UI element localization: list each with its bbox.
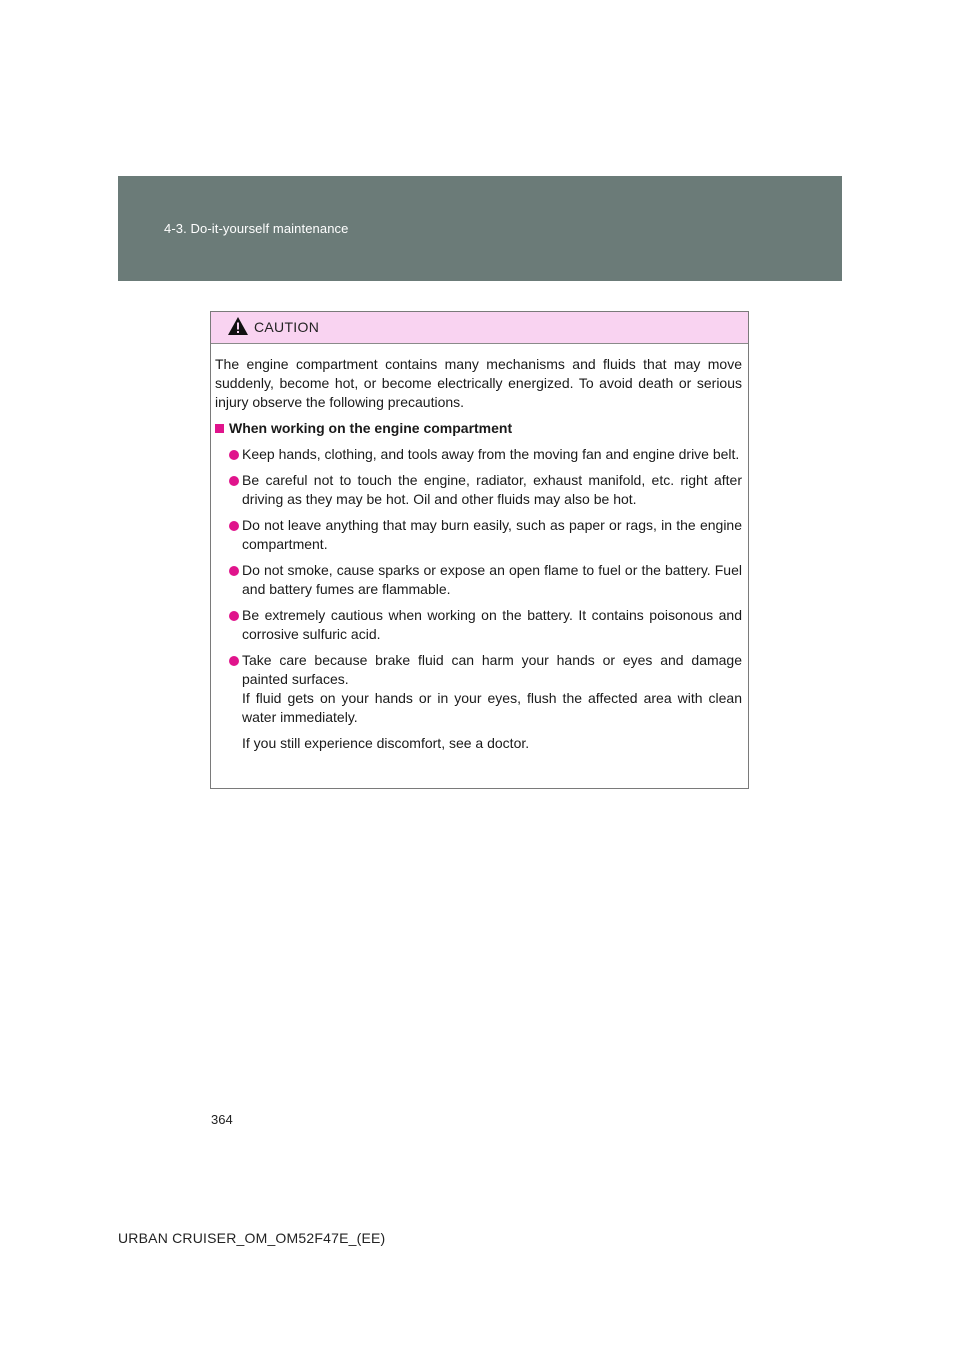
list-item-text: Keep hands, clothing, and tools away from the moving fan and engine drive belt. [242,446,740,462]
caution-body [211,344,748,753]
caution-label: CAUTION [254,319,320,335]
list-item-text: Take care because brake fluid can harm your hands or eyes and damage painted surfaces. [242,652,742,687]
bullet-dot-icon [229,566,239,576]
page-number: 364 [211,1112,233,1127]
list-item [215,606,742,644]
list-item [215,471,742,509]
caution-box [210,311,749,789]
bullet-dot-icon [229,521,239,531]
bullet-dot-icon [229,656,239,666]
caution-intro: The engine compartment contains many mechanisms and fluids that may move suddenly, become hot, or become electrically energized. To avoid death or serious injury observe the following precautions. [215,356,742,410]
section-heading-text: When working on the engine compartment [229,420,513,436]
list-item-text: Do not leave anything that may burn easily, such as paper or rags, in the engine compartment. [242,517,742,552]
list-item-text-continued: If fluid gets on your hands or in your eyes, flush the affected area with clean water immediately. [242,690,742,725]
section-heading [215,419,742,438]
section-header-band [118,176,842,281]
caution-closing: If you still experience discomfort, see a doctor. [242,735,530,751]
footer-document-code: URBAN CRUISER_OM_OM52F47E_(EE) [118,1230,386,1246]
list-item [215,516,742,554]
section-title: 4-3. Do-it-yourself maintenance [164,221,349,236]
bullet-dot-icon [229,611,239,621]
list-item [215,445,742,464]
list-item [215,561,742,599]
bullet-dot-icon [229,450,239,460]
list-item-text: Do not smoke, cause sparks or expose an open flame to fuel or the battery. Fuel and battery fumes are flammable. [242,562,742,597]
caution-header [211,312,748,344]
warning-triangle-icon [227,316,249,336]
list-item [215,651,742,727]
list-item-text: Be extremely cautious when working on the battery. It contains poisonous and corrosive sulfuric acid. [242,607,742,642]
bullet-dot-icon [229,476,239,486]
list-item-text: Be careful not to touch the engine, radiator, exhaust manifold, etc. right after driving as they may be hot. Oil and other fluids may also be hot. [242,472,742,507]
square-bullet-icon [215,424,224,433]
